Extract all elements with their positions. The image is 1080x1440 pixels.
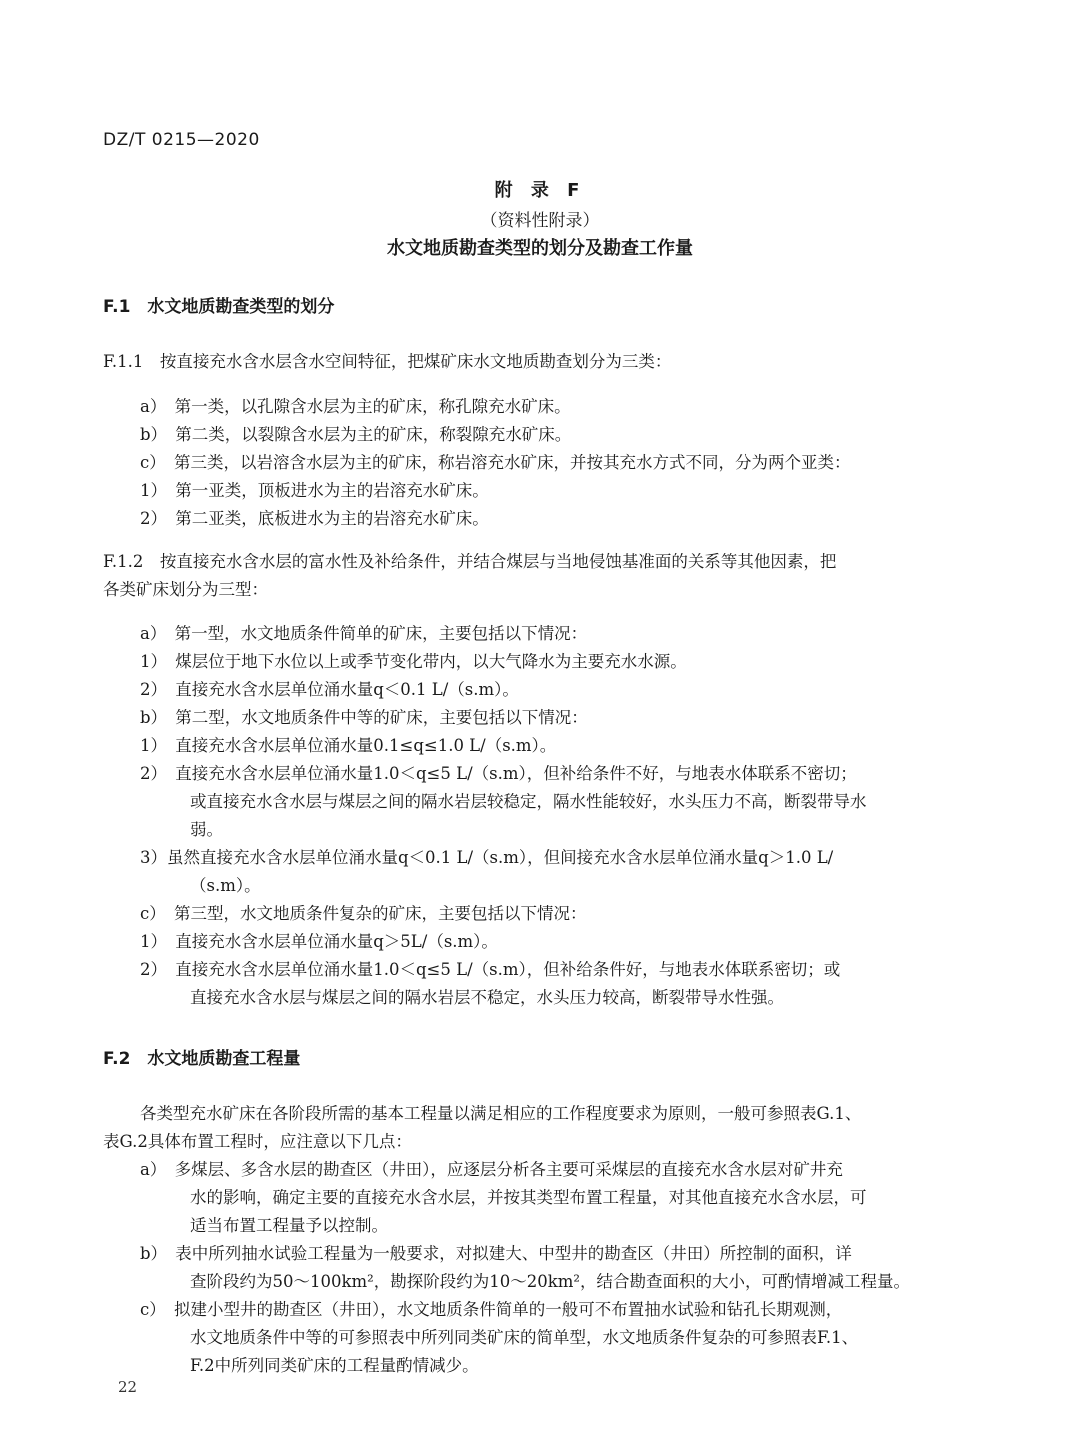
clause-f12-intro: F.1.2 按直接充水含水层的富水性及补给条件，并结合煤层与当地侵蚀基准面的关系等其他因素，把 (103, 552, 837, 571)
list-item-continuation: 查阶段约为50～100km²，勘探阶段约为10～20km²，结合勘查面积的大小，可酌情增减工程量。 (190, 1272, 910, 1291)
list-item: 2） 第二亚类，底板进水为主的岩溶充水矿床。 (140, 509, 489, 528)
appendix-subtitle: （资料性附录） (480, 211, 600, 231)
list-item: 1） 直接充水含水层单位涌水量q＞5L/（s.m）。 (140, 932, 498, 951)
list-item: c） 第三类，以岩溶含水层为主的矿床，称岩溶充水矿床，并按其充水方式不同，分为两个亚类： (140, 453, 851, 472)
list-item-continuation: F.2中所列同类矿床的工程量酌情减少。 (190, 1356, 479, 1375)
list-item-continuation: （s.m）。 (190, 876, 261, 895)
list-item: c） 拟建小型井的勘查区（井田），水文地质条件简单的一般可不布置抽水试验和钻孔长期观测， (140, 1300, 843, 1319)
list-item: a） 第一型，水文地质条件简单的矿床，主要包括以下情况： (140, 624, 588, 643)
list-item-continuation: 直接充水含水层与煤层之间的隔水岩层不稳定，水头压力较高，断裂带导水性强。 (190, 988, 784, 1007)
list-item: a） 第一类，以孔隙含水层为主的矿床，称孔隙充水矿床。 (140, 397, 571, 416)
list-item-continuation: 水的影响，确定主要的直接充水含水层，并按其类型布置工程量，对其他直接充水含水层，可 (190, 1188, 867, 1207)
list-item: a） 多煤层、多含水层的勘查区（井田），应逐层分析各主要可采煤层的直接充水含水层对矿井充 (140, 1160, 843, 1179)
list-item: c） 第三型，水文地质条件复杂的矿床，主要包括以下情况： (140, 904, 587, 923)
list-item-continuation: 或直接充水含水层与煤层之间的隔水岩层较稳定，隔水性能较好，水头压力不高，断裂带导水 (190, 792, 867, 811)
section-heading-f1: F.1 水文地质勘查类型的划分 (103, 297, 335, 317)
standard-number: DZ/T 0215—2020 (103, 130, 260, 150)
list-item: 2） 直接充水含水层单位涌水量1.0＜q≤5 L/（s.m），但补给条件好，与地表水体联系密切；或 (140, 960, 841, 979)
list-item: b） 第二型，水文地质条件中等的矿床，主要包括以下情况： (140, 708, 588, 727)
clause-f12-intro-cont: 各类矿床划分为三型： (103, 580, 268, 599)
list-item: 2） 直接充水含水层单位涌水量q＜0.1 L/（s.m）。 (140, 680, 519, 699)
f2-intro-cont: 表G.2具体布置工程时，应注意以下几点： (103, 1132, 412, 1151)
list-item-continuation: 弱。 (190, 820, 223, 839)
clause-f11-intro: F.1.1 按直接充水含水层含水空间特征，把煤矿床水文地质勘查划分为三类： (103, 352, 672, 371)
section-heading-f2: F.2 水文地质勘查工程量 (103, 1049, 301, 1069)
list-item: b） 第二类，以裂隙含水层为主的矿床，称裂隙充水矿床。 (140, 425, 572, 444)
list-item: 1） 第一亚类，顶板进水为主的岩溶充水矿床。 (140, 481, 489, 500)
page-number: 22 (118, 1378, 138, 1396)
list-item: 1） 直接充水含水层单位涌水量0.1≤q≤1.0 L/（s.m）。 (140, 736, 557, 755)
list-item: 3）虽然直接充水含水层单位涌水量q＜0.1 L/（s.m），但间接充水含水层单位涌水量q＞1.0 L/ (140, 848, 834, 867)
list-item: 1） 煤层位于地下水位以上或季节变化带内，以大气降水为主要充水水源。 (140, 652, 687, 671)
appendix-main-title: 水文地质勘查类型的划分及勘查工作量 (387, 238, 693, 259)
appendix-title: 附 录 F (494, 180, 586, 201)
list-item-continuation: 水文地质条件中等的可参照表中所列同类矿床的简单型，水文地质条件复杂的可参照表F.1、 (190, 1328, 859, 1347)
f2-intro: 各类型充水矿床在各阶段所需的基本工程量以满足相应的工作程度要求为原则，一般可参照表G.1、 (140, 1104, 862, 1123)
list-item: 2） 直接充水含水层单位涌水量1.0＜q≤5 L/（s.m），但补给条件不好，与地表水体联系不密切； (140, 764, 857, 783)
list-item: b） 表中所列抽水试验工程量为一般要求，对拟建大、中型井的勘查区（井田）所控制的面积，详 (140, 1244, 852, 1263)
list-item-continuation: 适当布置工程量予以控制。 (190, 1216, 388, 1235)
